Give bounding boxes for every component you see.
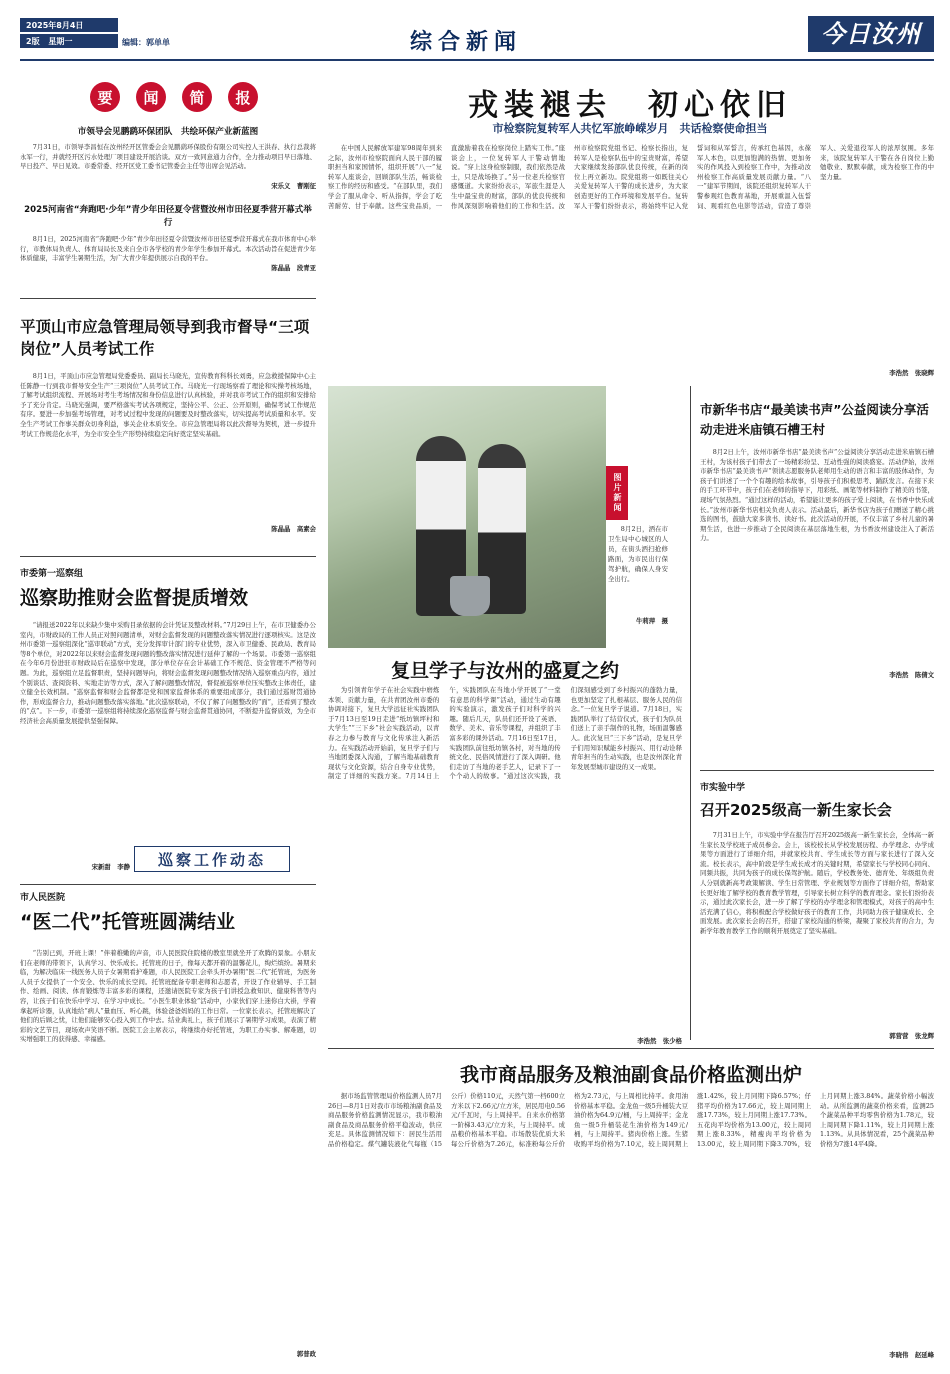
hospital-article — [20, 890, 316, 1358]
brief-item-1 — [20, 126, 316, 190]
prices-headline: 我市商品服务及粮油副食品价格监测出炉 — [459, 1064, 802, 1086]
photo-bucket — [450, 576, 490, 616]
brief-char: 报 — [228, 82, 258, 112]
editor-credit: 编辑：郭单单 — [122, 38, 170, 47]
article-byline: 郭营营 张龙辉 — [889, 1032, 934, 1040]
photo-byline: 牛莉萍 摄 — [636, 617, 668, 625]
divider — [700, 770, 934, 771]
briefs-header — [90, 82, 258, 112]
article-headline: 巡察助推财会监督提质增效 — [20, 587, 249, 609]
inspection-article — [20, 566, 316, 881]
feature-headline: 戎装褪去 初心依旧 — [468, 88, 792, 123]
article-headline: 市新华书店“最美读书声”公益阅读分享活动走进米庙镇石槽王村 — [700, 402, 929, 437]
brief-char: 闻 — [136, 82, 166, 112]
article-headline: “医二代”托管班圆满结业 — [20, 911, 235, 933]
feature-byline: 李浩然 张晓辉 — [889, 369, 934, 377]
edition-date: 2025年8月4日 — [26, 21, 84, 30]
section-title: 综合新闻 — [410, 29, 523, 55]
article-byline: 宋新甜 李静 — [91, 863, 130, 871]
masthead — [0, 0, 950, 66]
feature-subtitle: 市检察院复转军人共忆军旅峥嵘岁月 共话检察使命担当 — [492, 122, 768, 135]
photo-news-label: 图片新闻 — [613, 473, 622, 513]
divider — [20, 298, 316, 299]
brief-item-2 — [20, 204, 316, 272]
prices-body: 据市场监管管理局价格监测人员7月26日—8月1日对我市市场粮油副食品及商品服务价格监测情况显示，我市粮油副食品及商品服务价格平稳波动，供应充足。具体监测情况如下：居民生活用品价格稳定。煤气罐装液化气每瓶（15公斤）价格110元，天然气第一档600立方米以下2.66元/立方米，居民用电0.56元/千瓦时，与上周持平。自来水价格第一阶梯3.43元/立方米，与上周持平。成品粮价格基本平稳。市场散装优质大米每公斤价格为7.26元，标准粉每公斤价格为2.73元，与上周相比持平。食用油价格基本平稳。金龙鱼一级5升桶装大豆油价格为64.9元/桶，与上周持平；金龙鱼一级5升桶装花生油价格为149元/桶，与上周持平。猪肉价格上涨。生猪收购平均价格为7.10元，较上周同期上涨1.42%，较上月同期下降6.57%；仔猪平均价格为17.66元，较上周同期上涨17.73%，较上月同期上涨17.73%。五花肉平均价格为13.00元，较上周同期上涨8.33%，精瘦肉平均价格为13.00元，较上周同期下降3.70%，较上月同期上涨3.84%。蔬菜价格小幅波动。从所监测的蔬菜价格来看，监测25个蔬菜品种平均零售价格为1.78元，较上周同期下降1.11%，较上月同期上涨1.13%。从具体情况看，25个蔬菜品种价格为7涨14平4降。 — [328, 1092, 934, 1148]
article-kicker: 市人民医院 — [20, 893, 66, 903]
article-byline: 李浩然 陈倩文 — [889, 671, 934, 679]
article-body: 7月31日上午，市实验中学在报告厅召开2025级高一新生家长会，全体高一新生家长及学校班子成员参会。会上，该校校长从学校发展历程、办学理念、办学成果等方面进行了详细介绍，并就家校共育、学生成长等方面与家长进行了深入交流。校长表示，高中阶段是学生成长成才的关键时期，希望家长与学校同心同向、同频共振，共同为孩子的成长保驾护航。随后，学校教务处、德育处、年级组负责人分别就新高考政策解读、学生日常管理、学业规划等方面作了详细介绍，帮助家长更好地了解学校的教育教学管理，引导家长树立科学的教育理念。家长们纷纷表示，通过此次家长会，进一步了解了学校的办学理念和管理模式，对孩子的高中生活充满了信心，将积极配合学校做好孩子的教育工作，共同助力孩子健康成长、全面发展。此次家长会的召开，搭建了家校沟通的桥梁，凝聚了家校共育的合力，为新学年教育教学工作的顺利开展奠定了坚实基础。 — [700, 831, 934, 935]
summer-byline: 李浩然 张少格 — [637, 1037, 682, 1045]
divider — [328, 1048, 934, 1049]
brief-title: 2025河南省“奔跑吧·少年”青少年田径夏令营暨汝州市田径夏季营开幕式举行 — [24, 205, 312, 228]
brief-text: 8月1日，2025河南省“奔跑吧·少年”青少年田径夏令营暨汝州市田径夏季营开幕式在我市体育中心举行，市教体局负责人、体育局局长及来自全市各学校的青少年学生参加开幕式。本次活动旨在促进青少年体质健康，丰富学生暑期生活，为广大青少年提供展示自我的平台。 — [20, 235, 316, 263]
article-headline: 召开2025级高一新生家长会 — [700, 801, 892, 819]
article-byline: 郭普政 — [296, 1350, 316, 1358]
divider — [690, 386, 691, 1040]
article-body: “告别已到，开班上课！”伴着稚嫩的声音，市人民医院住院楼的教室里就坐开了欢腾的景象。小朋友们在老师的带领下，认真学习、快乐成长。托管班的日子，像每天都开着的温馨花儿，绚烂缤纷。暑期来临，为解决临床一线医务人员子女暑期看护难题，市人民医院工会牵头开办暑期“医二代”托管班，为医务人员子女提供了一个安全、快乐的成长空间。托管班配备专职老师和志愿者，开设了作业辅导、手工制作、绘画、阅读、体育锻炼等丰富多彩的课程，还邀请医院专家为孩子们讲授急救知识、健康科普等内容，让孩子们在快乐中学习、在学习中成长。“小医生职业体验”活动中，小家伙们穿上迷你白大褂，学着拿起听诊器，认真地给“病人”量血压、听心跳，体验爸爸妈妈的工作日常。一位家长表示，托管班解决了他们的后顾之忧，让他们能够安心投入到工作中去。结业典礼上，孩子们展示了暑期学习成果，表演了精彩的文艺节目，现场欢声笑语不断。医院工会主席表示，将继续办好托管班，为职工办实事、解难题，切实增强职工的获得感、幸福感。 — [20, 949, 316, 1044]
brief-text: 7月31日，市领导李昌恒在汝州经开区管委会会见鹏鹞环保股份有限公司实控人王洪春、执行总裁蒋永军一行，并就经开区污水处理厂项目建设开展洽谈。双方一致同意通力合作，全力推动项目早日落地、早日投产、早日见效。市委常委、经开区党工委书记管委会主任等出席会见活动。 — [20, 143, 316, 171]
edition-number-box — [20, 34, 118, 48]
edition-weekday: 星期一 — [48, 37, 73, 46]
article-headline: 平顶山市应急管理局领导到我市督导“三项岗位”人员考试工作 — [20, 318, 310, 358]
article-body: 8月1日，平顶山市应急管理局党委委员、副局长马晓光，宣传教育科科长刘勇，应急救援保障中心主任陈静一行到我市督导安全生产“三项岗位”人员考试工作。马晓光一行现场察看了理论和实操考核场地，了解考试组织流程、开展场对考生考场情况和身份信息进行认真核验，并对我市考试工作的组织和安排给予了充分肯定。马晓光强调，要严格落实考试各项规定，坚持公平、公正、公开原则，确保考试工作规范有序。要进一步加强考场管理，对考试过程中发现的问题要及时整改落实，切实提高考试质量和水平。安全生产考试工作事关群众切身利益，事关企业本质安全。市应急管理局将以此次督导为契机，进一步提升考试工作规范化水平，为全市安全生产形势持续稳定向好奠定坚实基础。 — [20, 372, 316, 438]
summer-headline: 复旦学子与汝州的盛夏之约 — [390, 660, 619, 682]
photo-caption — [608, 524, 668, 625]
photo-caption-text: 8月2日，洒在市卫生局中心城区的人员，在街头洒扫抢修路面，为市民出行保驾护航，确保人身安全出行。 — [608, 525, 668, 583]
news-photo — [328, 386, 606, 648]
prices-byline: 李晓伟 赵延峰 — [889, 1351, 934, 1359]
article-kicker: 市委第一巡察组 — [20, 569, 84, 579]
bookstore-article — [700, 400, 934, 679]
brief-title: 市领导会见鹏鹞环保团队 共绘环保产业新蓝图 — [77, 127, 259, 137]
edition-number: 2版 — [26, 37, 40, 46]
article-kicker: 市实验中学 — [700, 783, 746, 793]
inspection-stamp — [134, 846, 290, 872]
school-article — [700, 780, 934, 1040]
newspaper-logo: 今日汝州 — [808, 16, 934, 52]
article-body: 8月2日上午，汝州市新华书店“最美读书声”公益阅读分享活动走进米庙镇石槽王村，为该村孩子们带去了一场精彩纷呈、互动性强的阅读盛宴。活动伊始，汝州市新华书店“最美读书声”领读志愿服务队老师用生动的语言和丰富的肢体动作，为孩子们讲述了一个个有趣的绘本故事，引导孩子们积极思考、踊跃发言。在接下来的手工环节中，孩子们在老师的指导下，用彩纸、画笔等材料制作了精美的书签，现场气氛热烈。“通过这样的活动，希望能让更多的孩子爱上阅读，在书香中快乐成长。”汝州市新华书店相关负责人表示。活动最后，新华书店为孩子们赠送了精心挑选的图书，鼓励大家多读书、读好书。此次活动的开展，不仅丰富了乡村儿童的暑期生活，也进一步推动了全民阅读在基层落地生根，为书香汝州建设注入了新活力。 — [700, 448, 934, 543]
summer-body: 为引领青年学子在社会实践中磨炼本领、贡献力量，在共青团汝州市委的协调对接下，复旦大学远征社实践团队于7月13日至19日走进“纸坊镇坪村和大学生”“三下乡”社会实践活动，以青春之力参与教育与文化传承注入新活力。在实践活动开始前，复旦学子们与当地团委深入沟通，了解当地基础教育现状与文化资源，结合自身专业优势，制定了详细的实践方案。7月14日上午，实践团队在当地小学开展了“一堂有意思的科学课”活动，通过生动有趣的实验演示，激发孩子们对科学的兴趣。随后几天，队员们还开设了英语、数学、美术、音乐等课程，并组织了丰富多彩的课外活动。7月16日至17日，实践团队前往纸坊镇各村，对当地的传统文化、民俗风情进行了深入调研。他们走访了当地的老手艺人，记录下了一个个动人的故事。“通过这次实践，我们深刻感受到了乡村振兴的蓬勃力量，也更加坚定了扎根基层、服务人民的信念。”一位复旦学子说道。7月18日，实践团队举行了结营仪式，孩子们为队员们送上了亲手制作的礼物，场面温馨感人。此次复旦“三下乡”活动，是复旦学子们用知识赋能乡村振兴、用行动诠释青年担当的生动实践，也是汝州深化青年发展型城市建设的又一成果。 — [328, 686, 682, 781]
brief-char: 简 — [182, 82, 212, 112]
inspection-stamp-text: 巡察工作动态 — [157, 850, 266, 869]
brief-byline: 宋乐义 曹刚征 — [271, 182, 316, 190]
brief-char: 要 — [90, 82, 120, 112]
masthead-rule — [20, 59, 934, 61]
edition-date-box — [20, 18, 118, 32]
feature-body: 在中国人民解放军建军98周年到来之际，汝州市检察院面向人民干部的履职担当和家国情怀，组织开展“八一”复转军人座谈会，回顾部队生活，畅谈检察工作的经历和感受。“在部队里，我们学会了服从命令、听从指挥，学会了吃苦耐劳、甘于奉献。这些宝贵品质，一直激励着我在检察岗位上踏实工作。”座谈会上，一位复转军人干警动情地说。“穿上这身检察制服，我们依然是战士，只是战场换了。”另一位老兵检察官感慨道。大家纷纷表示，军旅生涯是人生中最宝贵的财富，部队的优良传统和作风深刻影响着他们的工作和生活。汝州市检察院党组书记、检察长指出，复转军人是检察队伍中的宝贵财富，希望大家继续发扬部队优良传统，在新的岗位上再立新功。院党组将一如既往关心关爱复转军人干警的成长进步，为大家创造更好的工作环境和发展平台。复转军人干警们纷纷表示，将始终牢记入党誓词和从军誓言，传承红色基因，永葆军人本色，以更加饱满的热情、更加务实的作风投入到检察工作中，为推动汝州检察工作高质量发展贡献力量。“八一”建军节期间，该院还组织复转军人干警参观红色教育基地，开展重温入伍誓词、观看红色电影等活动，营造了尊崇军人、关爱退役军人的浓厚氛围。多年来，该院复转军人干警在各自岗位上勤勉敬业、默默奉献，成为检察工作的中坚力量。 — [328, 144, 934, 210]
photo-news-badge — [606, 466, 628, 520]
brief-byline: 陈晶晶 段青亚 — [271, 264, 316, 272]
article-byline: 陈晶晶 高素会 — [271, 525, 316, 533]
emergency-article — [20, 316, 316, 533]
article-body: “请报送2022年以来缺少集中采购目录依据的会计凭证及整改材料。”7月29日上午，在市卫健委办公室内，市财政局的工作人员正对照问题清单，对财会监督发现的问题整改落实情况进行逐项核实。这是汝州市委第一巡察组深化“巡审联动”方式，充分发挥审计部门的专业优势，深入市卫健委、民政局、教育局等8个单位，对2022年以来财会监督发现问题的整改落实情况进行延伸了解的一个场景。市委第一巡察组在今年6月份进驻市财政局后在巡察中发现，部分单位存在会计基础工作不规范、资金管理不严格等问题。为此，巡察组立足监督职责，坚持问题导向，将财会监督发现问题整改情况纳入巡察重点内容，通过个别谈话、查阅资料、实地走访等方式，深入了解问题整改情况，督促被巡察单位压实整改主体责任，建立健全长效机制。“巡察监督和财会监督都是党和国家监督体系的重要组成部分，我们通过巡财贯通协作，形成监督合力，推动问题整改落实落地。”此次巡察联动，不仅了解了问题整改的“面”，还看到了整改的“点”。下一步，市委第一巡察组将持续深化巡察监督与财会监督贯通协同，不断提升监督质效，为全市经济社会高质量发展提供坚强保障。 — [20, 621, 316, 725]
divider — [20, 884, 316, 885]
divider — [20, 556, 316, 557]
